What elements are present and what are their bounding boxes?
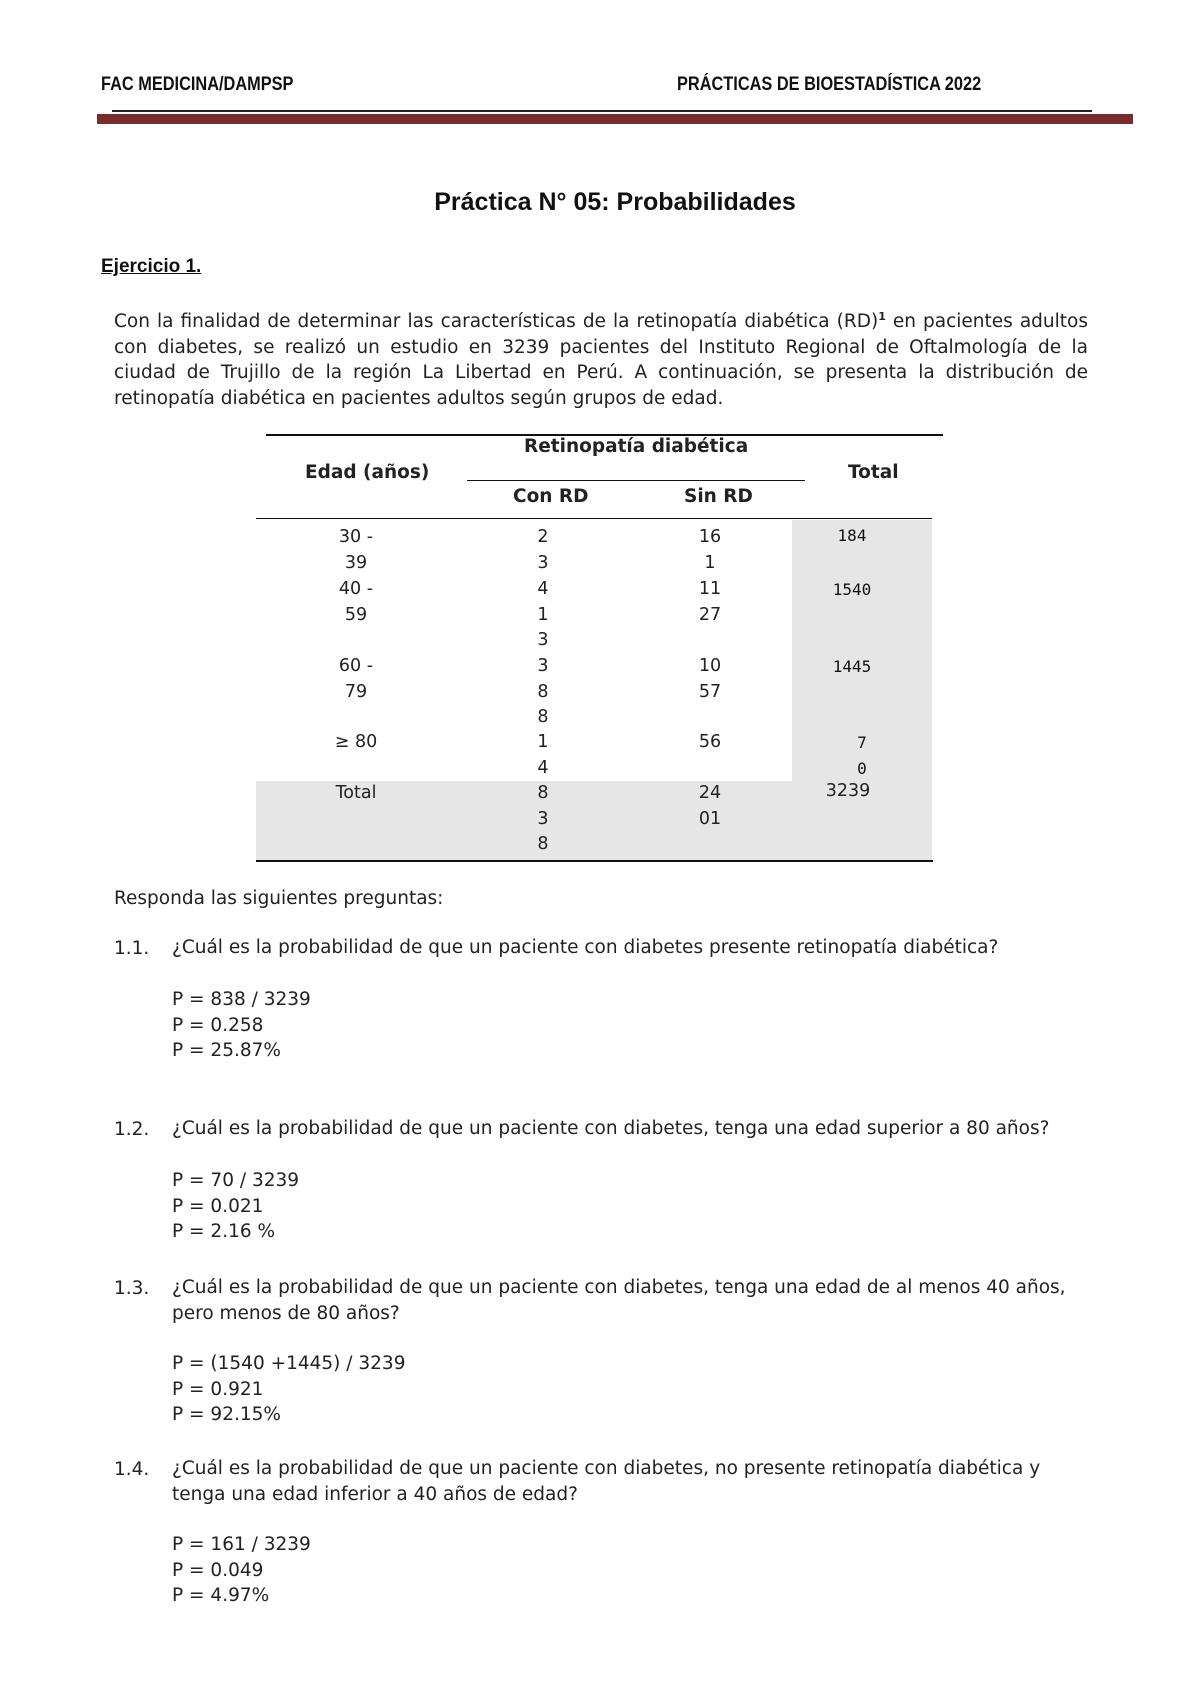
header-left: FAC MEDICINA/DAMPSP [101,74,294,95]
answer-line: P = 161 / 3239 [172,1534,311,1555]
cell-age: Total [335,783,377,803]
col-header-age: Edad (años) [305,462,430,483]
answer-line: P = 0.921 [172,1378,264,1400]
page-title: Práctica N° 05: Probabilidades [434,188,796,216]
question-number: 1.4. [114,1459,150,1480]
intro-text-1: Con la finalidad de determinar las características de la retinopatía diabética (RD) [114,311,879,333]
answer-line: P = 2.16 % [172,1221,276,1242]
answer-line: P = 0.021 [172,1195,264,1217]
cell-total: 1540 [832,580,872,599]
col-header-total: Total [848,462,899,483]
intro-text-2: en pacientes adultos con diabetes, se realizó un estudio en 3239 pacientes del Instituto Regional de Oftalmología de la ciudad de Trujillo de la región La Libertad en Perú. A continuación, se presenta la distribución de retinopatía diabética en pacientes adultos según grupos de edad. [114,311,1088,409]
question-number: 1.3. [114,1278,150,1299]
cell-con: 4 1 3 [537,579,549,650]
table-header-rule [256,518,932,519]
cell-con: 1 4 [537,732,549,778]
question-number: 1.2. [114,1119,150,1140]
cell-total: 184 [837,526,867,545]
answer-line: P = 70 / 3239 [172,1170,300,1191]
cell-age: 30 - 39 [338,527,374,573]
exercise-label: Ejercicio 1. [101,256,202,277]
cell-age: ≥ 80 [334,732,378,752]
questions-prompt: Responda las siguientes preguntas: [114,888,444,909]
cell-total: 1445 [832,657,872,676]
table-bottom-rule [256,860,933,862]
cell-sin: 16 1 [698,527,722,573]
header-right: PRÁCTICAS DE BIOESTADÍSTICA 2022 [677,74,982,95]
cell-sin: 10 57 [698,656,722,702]
answer-line: P = (1540 +1445) / 3239 [172,1353,406,1374]
cell-con: 8 3 8 [537,783,549,854]
col-header-sin: Sin RD [684,486,753,507]
cell-total: 3239 [825,781,871,801]
header-rule-thick [97,114,1133,124]
col-header-group: Retinopatía diabética [524,436,749,457]
col-header-con: Con RD [513,486,589,507]
cell-con: 2 3 [537,527,549,573]
answer-block [172,1532,311,1609]
answer-line: P = 0.258 [172,1014,264,1036]
intro-paragraph [114,304,1088,411]
table-group-rule [467,480,805,481]
answer-block [172,1168,299,1245]
answer-line: P = 0.049 [172,1559,264,1581]
header-rule-thin [112,110,1092,112]
cell-sin: 56 [698,732,722,752]
answer-line: P = 4.97% [172,1585,270,1606]
cell-total: 7 0 [857,733,867,778]
cell-sin: 11 27 [698,579,722,625]
cell-age: 60 - 79 [338,656,374,702]
cell-age: 40 - 59 [338,579,374,625]
answer-block [172,1351,405,1428]
answer-line: P = 838 / 3239 [172,989,311,1010]
cell-con: 3 8 8 [537,656,549,727]
footnote-ref: 1 [878,310,886,323]
answer-block [172,987,311,1064]
question-text: ¿Cuál es la probabilidad de que un paciente con diabetes presente retinopatía diabética? [172,937,999,958]
question-text: ¿Cuál es la probabilidad de que un paciente con diabetes, tenga una edad superior a 80 años? [172,1118,1050,1139]
question-text: ¿Cuál es la probabilidad de que un paciente con diabetes, tenga una edad de al menos 40 años, pero menos de 80 años? [172,1277,1066,1324]
cell-sin: 24 01 [698,783,722,829]
answer-line: P = 25.87% [172,1040,281,1061]
answer-line: P = 92.15% [172,1404,281,1425]
question-text: ¿Cuál es la probabilidad de que un paciente con diabetes, no presente retinopatía diabética y tenga una edad inferior a 40 años de edad? [172,1458,1041,1505]
question-number: 1.1. [114,938,150,959]
